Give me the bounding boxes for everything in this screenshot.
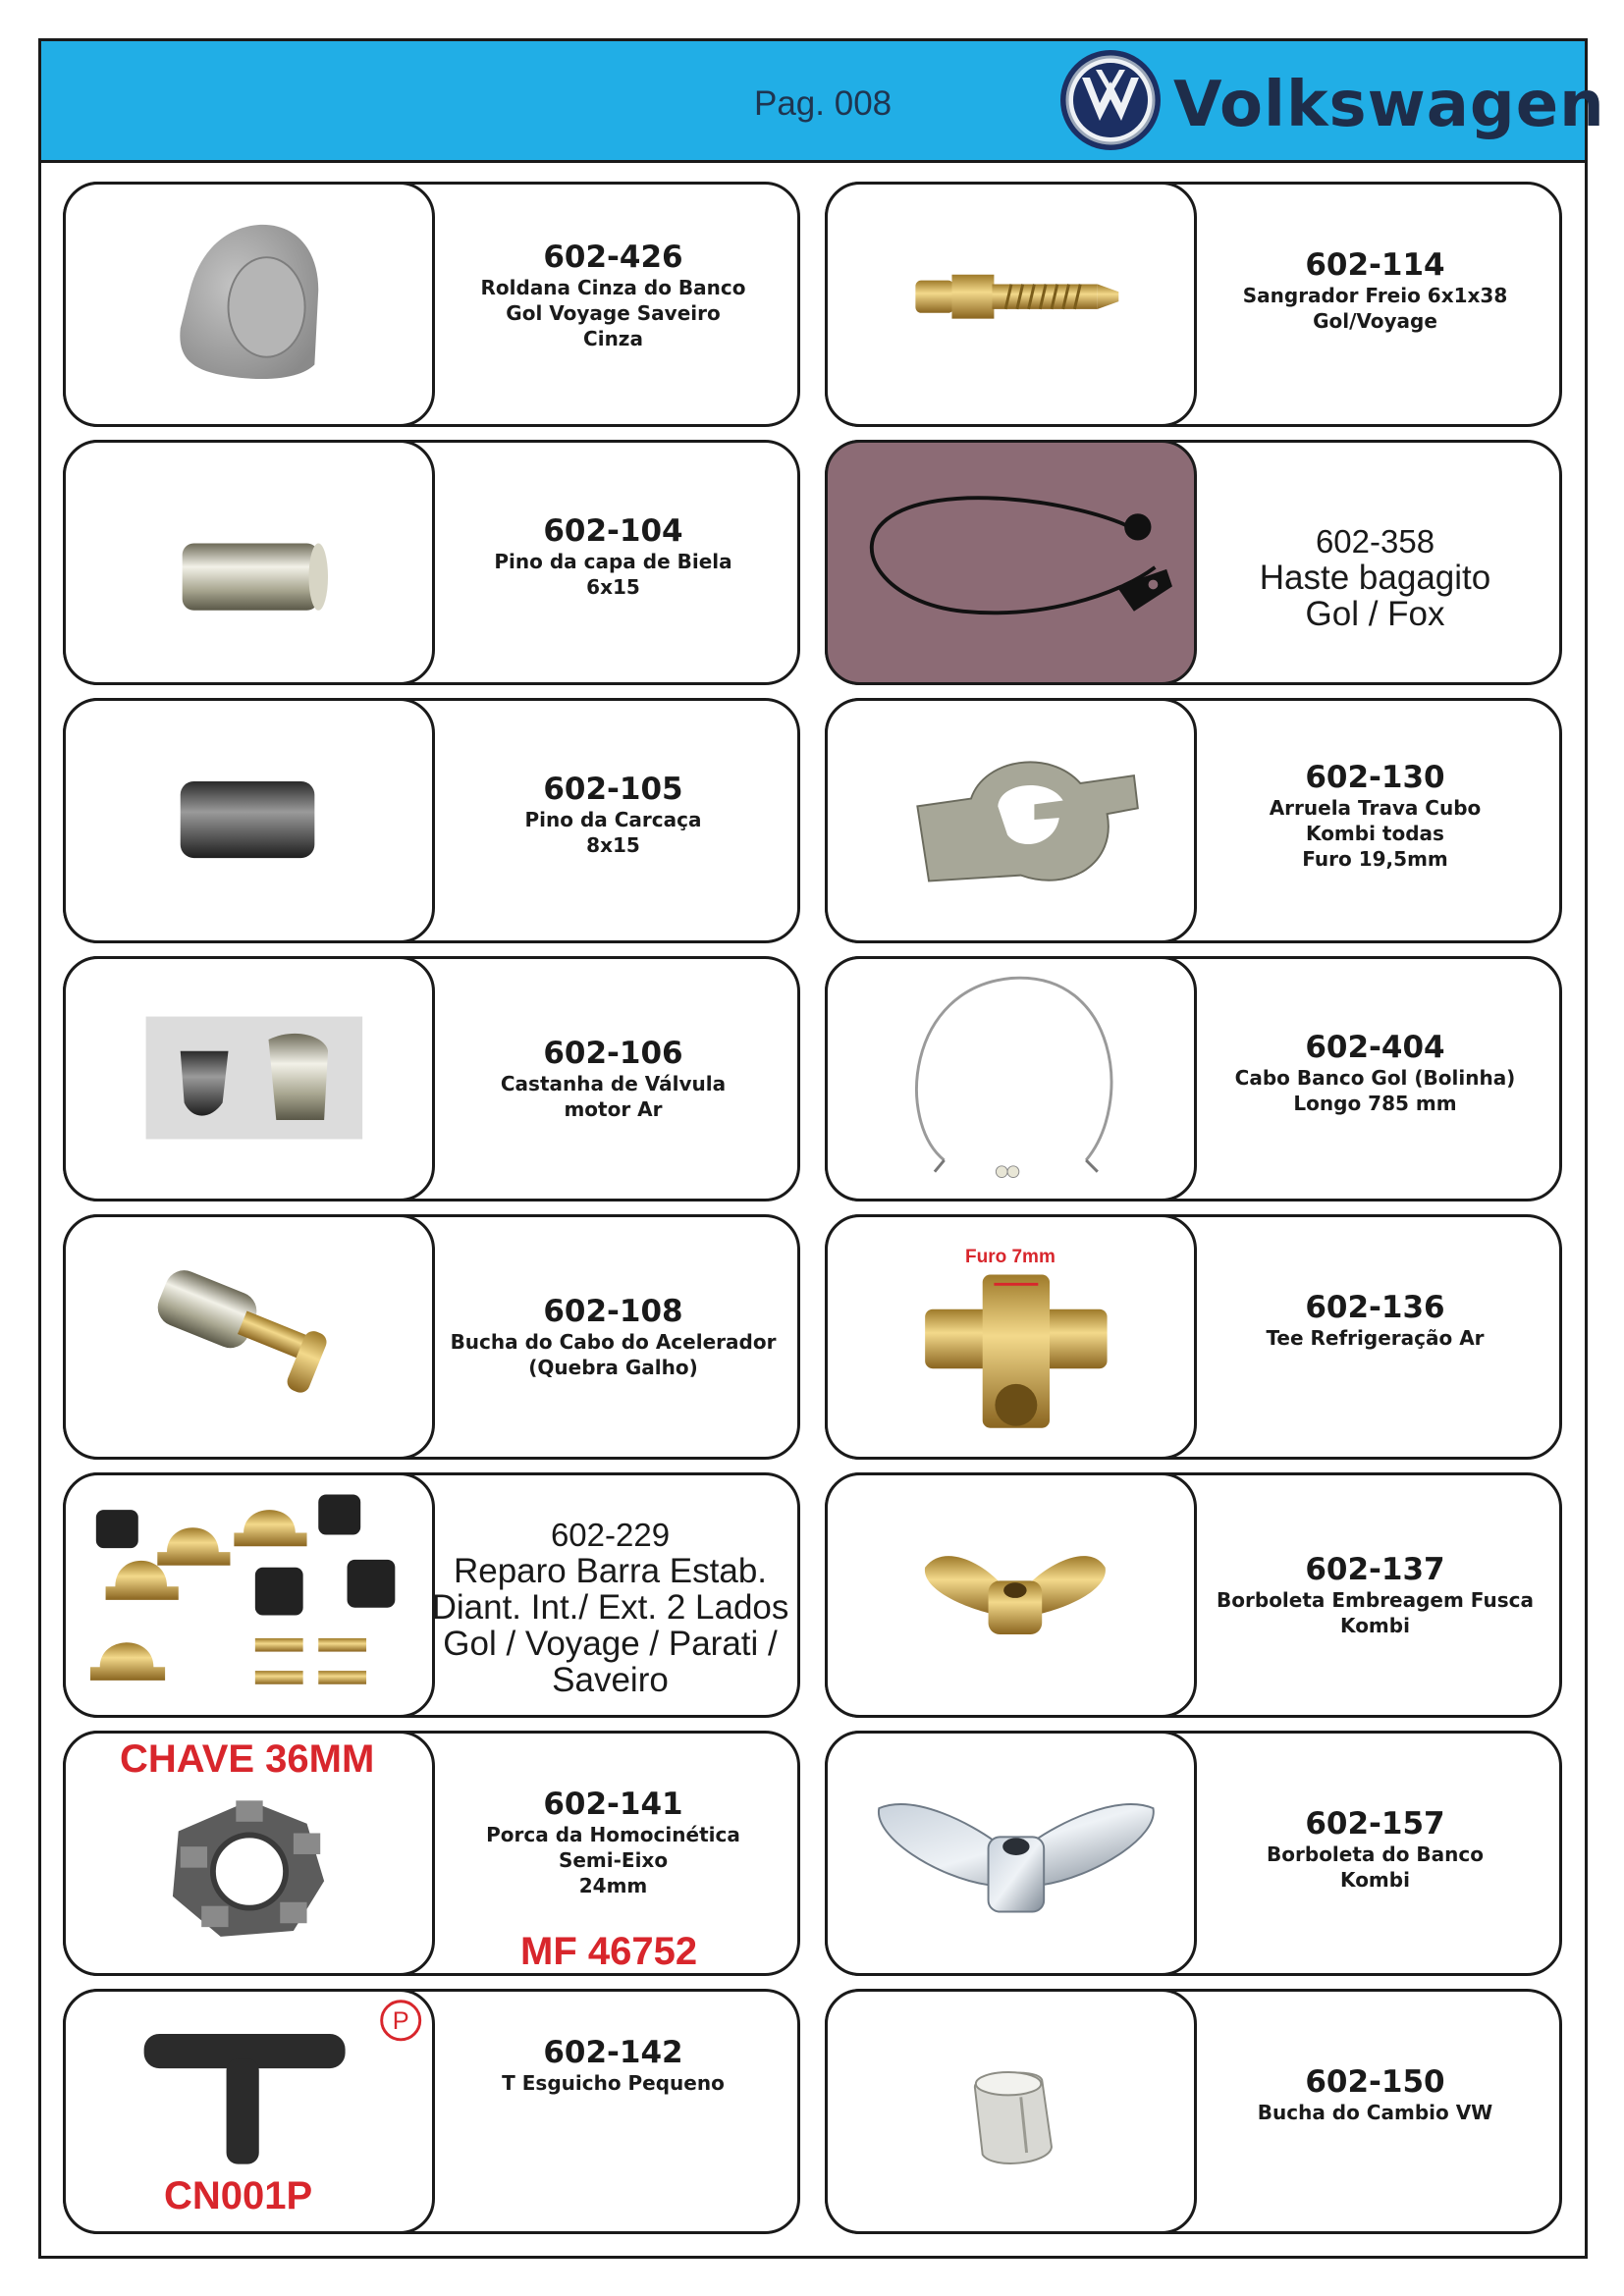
plastic-badge-label: P — [392, 2007, 409, 2036]
product-card — [825, 1472, 1562, 1718]
product-card — [825, 956, 1562, 1201]
product-image-box — [825, 698, 1197, 943]
page-number: Pag. 008 — [754, 84, 893, 123]
vw-logo-icon — [1058, 48, 1163, 152]
product-image-box — [825, 956, 1197, 1201]
product-card — [63, 698, 800, 943]
product-code: 602-157 — [1305, 1806, 1445, 1842]
product-code: 602-108 — [543, 1294, 683, 1329]
product-code: 602-358 — [1315, 523, 1435, 560]
product-description: Sangrador Freio 6x1x38 Gol/Voyage — [1242, 284, 1508, 333]
product-code: 602-426 — [543, 240, 683, 275]
wing-nut-icon — [828, 1734, 1194, 1973]
product-description: Borboleta do Banco Kombi — [1267, 1842, 1484, 1892]
product-image-box — [825, 440, 1197, 685]
product-image-box — [825, 182, 1197, 427]
product-code: 602-136 — [1305, 1290, 1445, 1325]
product-code: 602-141 — [543, 1787, 683, 1822]
product-card — [63, 1731, 800, 1976]
product-code: 602-114 — [1305, 247, 1445, 283]
product-description: Castanha de Válvula motor Ar — [500, 1072, 727, 1121]
product-card — [825, 182, 1562, 427]
product-description: Borboleta Embreagem Fusca Kombi — [1217, 1588, 1534, 1637]
product-code: 602-105 — [543, 772, 683, 807]
product-image-box — [825, 1989, 1197, 2234]
product-card — [825, 1731, 1562, 1976]
brand-name: Volkswagen — [1173, 69, 1605, 141]
dark-pin-icon — [66, 701, 432, 940]
hole-size-label: Furo 7mm — [965, 1247, 1056, 1267]
product-code: 602-137 — [1305, 1552, 1445, 1587]
product-description: Roldana Cinza do Banco Gol Voyage Saveiro Cinza — [480, 276, 746, 350]
bleeder-screw-icon — [828, 185, 1194, 424]
product-card — [825, 1989, 1562, 2234]
product-image-box — [63, 440, 435, 685]
product-code: 602-150 — [1305, 2064, 1445, 2100]
product-description: Bucha do Cambio VW — [1257, 2101, 1493, 2124]
product-description: Haste bagagito Gol / Fox — [1259, 559, 1491, 633]
wire-cable-icon — [828, 959, 1194, 1199]
grey-knob-icon — [66, 185, 432, 424]
product-image-box — [825, 1731, 1197, 1976]
valve-keeper-icon — [66, 959, 432, 1199]
steel-pin-icon — [66, 443, 432, 682]
product-card — [63, 1472, 800, 1718]
cable-bushing-icon — [66, 1217, 432, 1457]
product-code: 602-130 — [1305, 760, 1445, 795]
product-card — [825, 440, 1562, 685]
product-image-box — [63, 698, 435, 943]
product-description: Pino da capa de Biela 6x15 — [494, 550, 732, 599]
product-description: Bucha do Cabo do Acelerador (Quebra Galho) — [450, 1330, 777, 1379]
product-description: Reparo Barra Estab. Diant. Int./ Ext. 2 Lados Gol / Voyage / Parati / Saveiro — [431, 1552, 789, 1699]
product-description: Tee Refrigeração Ar — [1266, 1326, 1485, 1350]
product-image-box — [825, 1472, 1197, 1718]
elastic-cord-icon — [828, 443, 1194, 682]
product-image-box — [63, 956, 435, 1201]
product-code: 602-142 — [543, 2035, 683, 2070]
lock-washer-icon — [828, 701, 1194, 940]
wing-nut-icon — [828, 1475, 1194, 1715]
product-image-box — [63, 1214, 435, 1460]
product-image-box — [63, 182, 435, 427]
product-code: 602-404 — [1305, 1030, 1445, 1065]
product-image-box — [825, 1214, 1197, 1460]
product-code: 602-106 — [543, 1036, 683, 1071]
product-image-box — [63, 1989, 435, 2234]
product-description: Cabo Banco Gol (Bolinha) Longo 785 mm — [1234, 1066, 1516, 1115]
product-card — [63, 1989, 800, 2234]
product-card — [63, 1214, 800, 1460]
wrench-size-label: CHAVE 36MM — [120, 1737, 375, 1781]
product-card — [825, 698, 1562, 943]
product-description: Arruela Trava Cubo Kombi todas Furo 19,5mm — [1269, 796, 1482, 871]
product-card — [825, 1214, 1562, 1460]
product-card — [63, 182, 800, 427]
stabilizer-kit-icon — [66, 1475, 432, 1715]
product-card — [63, 956, 800, 1201]
product-code: 602-229 — [550, 1517, 671, 1553]
reference-code-label: CN001P — [164, 2174, 313, 2217]
gear-bushing-icon — [828, 1992, 1194, 2231]
reference-code-label: MF 46752 — [520, 1930, 698, 1973]
product-description: T Esguicho Pequeno — [502, 2071, 725, 2095]
product-image-box — [63, 1472, 435, 1718]
product-code: 602-104 — [543, 513, 683, 549]
product-card — [63, 440, 800, 685]
product-description: Porca da Homocinética Semi-Eixo 24mm — [486, 1823, 740, 1897]
product-image-box — [63, 1731, 435, 1976]
product-description: Pino da Carcaça 8x15 — [524, 808, 702, 857]
